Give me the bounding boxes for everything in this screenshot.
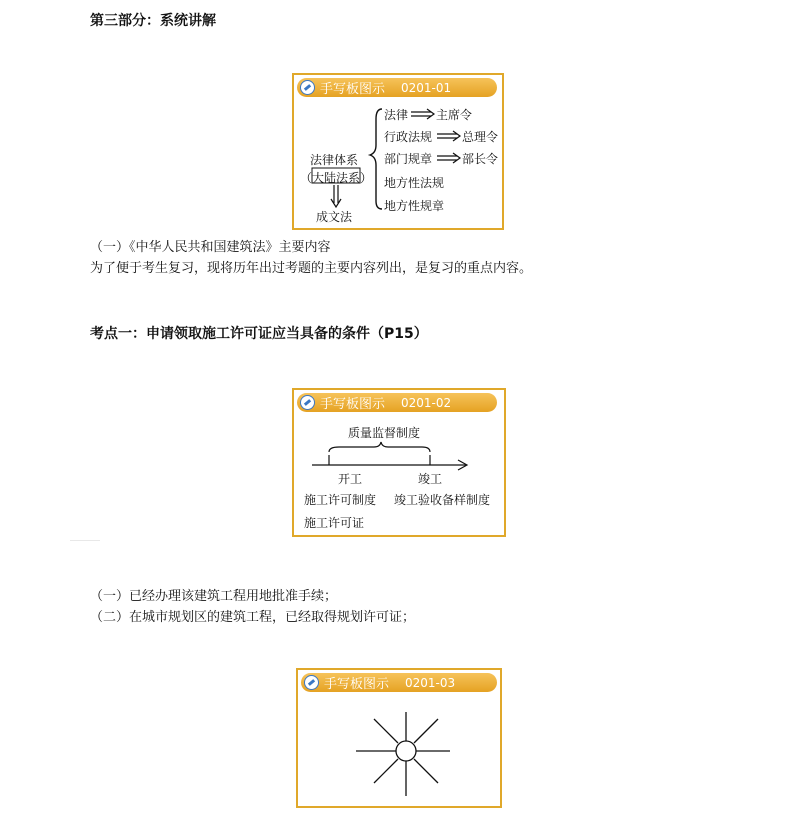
board-code: 0201-02 bbox=[401, 395, 452, 410]
start-item: 施工许可制度 bbox=[304, 493, 377, 507]
brace-label: 质量监督制度 bbox=[348, 426, 421, 440]
board-code: 0201-03 bbox=[405, 675, 456, 690]
end-item: 竣工验收备样制度 bbox=[394, 493, 491, 507]
point-1-title: 考点一：申请领取施工许可证应当具备的条件（P15） bbox=[90, 326, 428, 342]
branch-name: 法律 bbox=[384, 108, 409, 122]
section-title: 第三部分：系统讲解 bbox=[90, 13, 216, 29]
branch-name: 行政法规 bbox=[384, 130, 433, 144]
condition-item: （一）已经办理该建筑工程用地批准手续； bbox=[90, 589, 338, 604]
scan-artifact bbox=[70, 540, 100, 541]
intro-line-1: （一）《中华人民共和国建筑法》主要内容 bbox=[90, 240, 331, 255]
handwriting-board-3 bbox=[296, 668, 502, 808]
center-sub-label: （大陆法系） bbox=[300, 171, 373, 185]
board-title: 手写板图示 bbox=[320, 397, 386, 412]
sun-diagram bbox=[298, 670, 504, 810]
start-item: 施工许可证 bbox=[304, 516, 365, 530]
condition-item: （二）在城市规划区的建筑工程，已经取得规划许可证； bbox=[90, 610, 416, 625]
board-title: 手写板图示 bbox=[320, 82, 386, 97]
branch-target: 总理令 bbox=[462, 130, 499, 144]
branch-name: 部门规章 bbox=[384, 152, 433, 166]
board-code: 0201-01 bbox=[401, 80, 452, 95]
branch-name: 地方性规章 bbox=[384, 199, 445, 213]
board-title: 手写板图示 bbox=[324, 677, 390, 692]
branch-target: 部长令 bbox=[462, 152, 499, 166]
branch-target: 主席令 bbox=[436, 108, 473, 122]
handwriting-board-2 bbox=[292, 388, 506, 537]
handwriting-board-1 bbox=[292, 73, 504, 230]
center-label: 法律体系 bbox=[310, 153, 359, 167]
branch-name: 地方性法规 bbox=[384, 176, 445, 190]
end-label: 竣工 bbox=[418, 472, 443, 486]
intro-line-2: 为了便于考生复习，现将历年出过考题的主要内容列出，是复习的重点内容。 bbox=[90, 261, 533, 276]
bottom-label: 成文法 bbox=[316, 210, 353, 224]
start-label: 开工 bbox=[338, 472, 363, 486]
